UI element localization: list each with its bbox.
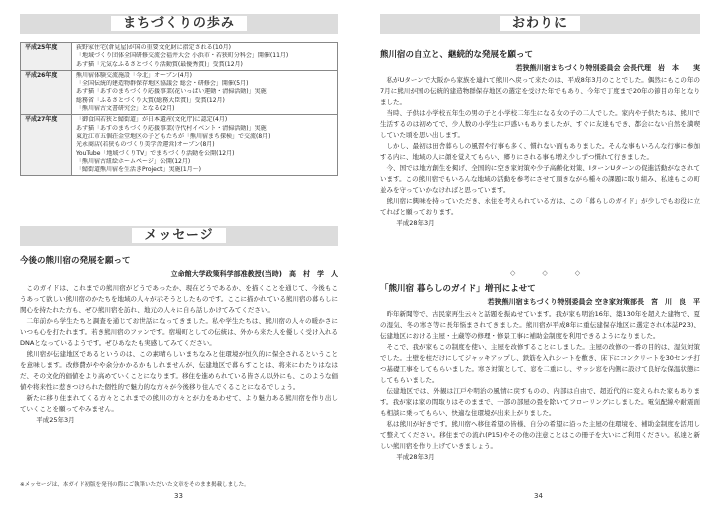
section-banner-message	[20, 226, 338, 246]
history-event: 総務省「ふるさとづくり大賞(総務大臣賞)」受賞(12月)	[76, 96, 225, 104]
footnote: ※メッセージは、本ガイド初版を発刊の際にご執筆いただいた文章をそのまま掲載しました。	[20, 482, 250, 488]
paragraph: 熊川宿が伝建地区であるというのは、この素晴らしいまちなみと住環境が恒久的に保全されるということを意味します。改修費がやや余分かかるかもしれませんが、伝建地区で暮らすことは、将来にわたりはなはだ、その文化的価値をより高めていくことになります。移住を進められている皆さん以外にも、このような価値や将来性に惹きつけられた個性的で魅力的な方々が今後移り住んでくることになるでしょう。	[20, 350, 338, 391]
history-year: 平成27年度	[21, 115, 72, 176]
history-row	[21, 115, 338, 176]
history-event: あず猫「元気なふるさとづくり活動賞(最優秀賞)」受賞(12月)	[76, 60, 243, 68]
page-number-right: 34	[534, 492, 543, 500]
history-event: 「全国伝統的建造物群保存地区協議会 総会・研修会」開催(5月)	[76, 80, 249, 88]
paragraph: このガイドは、これまでの熊川宿がどうであったか、現在どうであるか、を描くことを通じて、今後もこうあって欲しい熊川宿のかたちを地域の人々が示そうとしたものです。ここに描かれている熊川宿の暮らしに関心を持たれた方も、ぜひ熊川宿を訪れ、地元の人々に自ら話しかけてみてください。	[20, 284, 338, 314]
history-year: 平成25年度	[21, 43, 72, 71]
paragraph: 新たに移り住まれてくる方々とこれまでの熊川の方々とが力をあわせて、より魅力ある熊川宿を作り出していくことを願ってやみません。	[20, 394, 338, 413]
closing-block-2	[380, 282, 700, 461]
closing-block-1	[380, 48, 700, 227]
closing-date-2: 平成28年3月	[396, 453, 435, 461]
history-event: 荻野家住宅(倉見屋)が国の重要文化財に指定される(10月)	[76, 44, 231, 51]
history-row	[21, 70, 338, 114]
history-event: 光永商店(若狭ものづくり美学舎運営)オープン(8月)	[76, 141, 215, 149]
closing-author-1: 若狭熊川宿まちづくり特別委員会 会長代理 岩 本 実	[515, 64, 700, 72]
paragraph: 当時、子供は小学校五年生の男の子と小学校二年生になる女の子の二人でした。家内や子供たちは、熊川で生活するのは初めてで、少人数の小学生に戸惑いもありましたが、すぐに友達もでき、都会にない自然を満喫していた頃を思い出します。	[380, 109, 700, 139]
paragraph: 二年前から学生たちと調査を通じてお世話になってきました。私や学生たちは、熊川宿の人々の暖かさにいつも心を打たれます。若き熊川宿のファンです。宿場町としての伝統は、外から来た人を優しく受け入れるDNAとなっているようです。ぜひあなたも実感してみてください。	[20, 317, 338, 347]
paragraph: そこで、我が家もこの制度を使い、主屋を改修することにしました。主屋の改修の一番の目的は、湿気対策でした。土壁を柱だけにしてジャッキアップし、鉄筋を入れシートを敷き、床下にコンクリートを30センチ打つ基礎工事をしてもらいました。寒さ対策として、窓を二重にし、サッシ窓を内側に設けて良好な保温状態にしてもらいました。	[380, 343, 700, 384]
history-event: 「熊川宿古紐絵ホームページ」公開(12月)	[76, 157, 191, 165]
paragraph: 昨年新聞等で、古民家再生云々と話題を振ぬせています。我が家も明治16年、築130年を超えた建物で、夏の湿気、冬の寒さ等に長年悩まされてきました。熊川宿が平成8年に重伝建保存地区に選定され(本誌P23)、伝建地区における主屋・土蔵等の修理・修景工事に補助金制度を利用できるようになりました。	[380, 310, 700, 340]
message-block	[20, 254, 338, 424]
history-year: 平成26年度	[21, 70, 72, 114]
section-banner-history	[20, 14, 338, 34]
paragraph: 私は熊川が好きです。熊川宿へ移住希望の皆様、自分の希望に沿った主屋の住環境を、補助金制度を活用して整えてください。移住までの流れ(P15)やその他の注意ことはこの冊子を大いにご利用ください。私達と新しい熊川宿を作り上げていきましょう。	[380, 420, 700, 450]
history-event: 東近江市五個荘金堂地区の子どもたちが「熊川宿まち探検」で交流(8月)	[76, 132, 271, 140]
history-event: 「御食国若狭と鯖街道」が日本遺産(文化庁)に認定(4月)	[76, 116, 228, 124]
paragraph: 伝建地区では、外観は江戸や明治の風情に戻すものの、内部は自由で、超近代的に変えられた家もあります。我が家は家の間取りはそのままで、一部の部屋の畳を除いてフローリングにしました。電気配線や耐震面も相談に乗ってもらい、快適な住環境が出来上がりました。	[380, 387, 700, 417]
history-event: あず猫「あすのまちづくり応援事業(寺代村イベント・清掃活動)」実施	[76, 124, 267, 132]
section-title-history: まちづくりの歩み	[111, 16, 247, 31]
paragraph: しかし、最初は田舎暮らしの風習や行事も多く、慣れない面もありました。そんな事もいろんな行事に参加する内に、地域の人に顔を覚えてもらい、郷りにされる事も増え少しずつ慣れて行きました。	[380, 142, 700, 161]
history-table	[20, 42, 338, 176]
section-title-closing: おわりに	[500, 16, 580, 31]
history-events	[72, 115, 338, 176]
closing-body-1	[380, 75, 700, 218]
history-events	[72, 43, 338, 71]
closing-author-2: 若狭熊川宿まちづくり特別委員会 空き家対策部長 宮 川 良 平	[487, 298, 700, 306]
closing-heading-1: 熊川宿の自立と、継続的な発展を願って	[380, 50, 534, 60]
history-event: 「熊川宿古文書研究会」となる(2月)	[76, 105, 175, 113]
section-banner-closing	[380, 14, 700, 34]
history-event: あず猫「あすのまちづくり応援事業(花いっぱい運動・清掃活動)」実施	[76, 88, 267, 96]
history-event: YouTube「地域づくりTV」でまちづくり活動を公開(12月)	[76, 149, 235, 157]
page-number-left: 33	[174, 492, 183, 500]
paragraph: 私がUターンで大阪から家族を連れて熊川へ戻って来たのは、平成8年3月のことでした。偶然にもこの年の7月に熊川が国の伝統的建造物群保存地区の選定を受けた年でもあり、今年で丁度まで20年の節目の年となりました。	[380, 76, 700, 106]
message-body	[20, 283, 338, 415]
history-event: 「鯖街道熊川宿を生活きProject」実施(1月〜)	[76, 166, 202, 174]
paragraph: 熊川宿に興味を持っていただき、永住を考えられている方は、この「暮らしのガイド」が少しでもお役に立てればと願っております。	[380, 197, 700, 216]
message-author: 立命館大学政策科学部准教授(当時) 高 村 学 人	[170, 270, 338, 278]
right-page	[360, 0, 720, 509]
closing-date-1: 平成28年3月	[396, 219, 435, 227]
section-separator: ◇ ◇ ◇	[510, 269, 591, 277]
message-date: 平成25年3月	[36, 416, 75, 424]
history-event: 「地域づくり団体全国研修交流会福井大会 小浜市・若狭町分科会」開催(11月)	[76, 52, 289, 60]
history-row	[21, 43, 338, 71]
history-event: 熊川宿体験交流施設「今北」オープン(4月)	[76, 71, 192, 79]
closing-heading-2: 「熊川宿 暮らしのガイド」増刊によせて	[380, 284, 536, 294]
section-title-message: メッセージ	[132, 228, 225, 243]
paragraph: 今、国では地方創生を掲げ、全国的に空き家対策や少子高齢化対策、IターンUターンの促進活動がなされています。この熊川宿でもいろんな地域の活動を参考にさせて頂きながら種々の課題に取り組み、私達もこの町並みを守っていかなければと思っています。	[380, 164, 700, 194]
message-heading: 今後の熊川宿の発展を願って	[20, 256, 131, 266]
history-events	[72, 70, 338, 114]
closing-body-2	[380, 309, 700, 452]
